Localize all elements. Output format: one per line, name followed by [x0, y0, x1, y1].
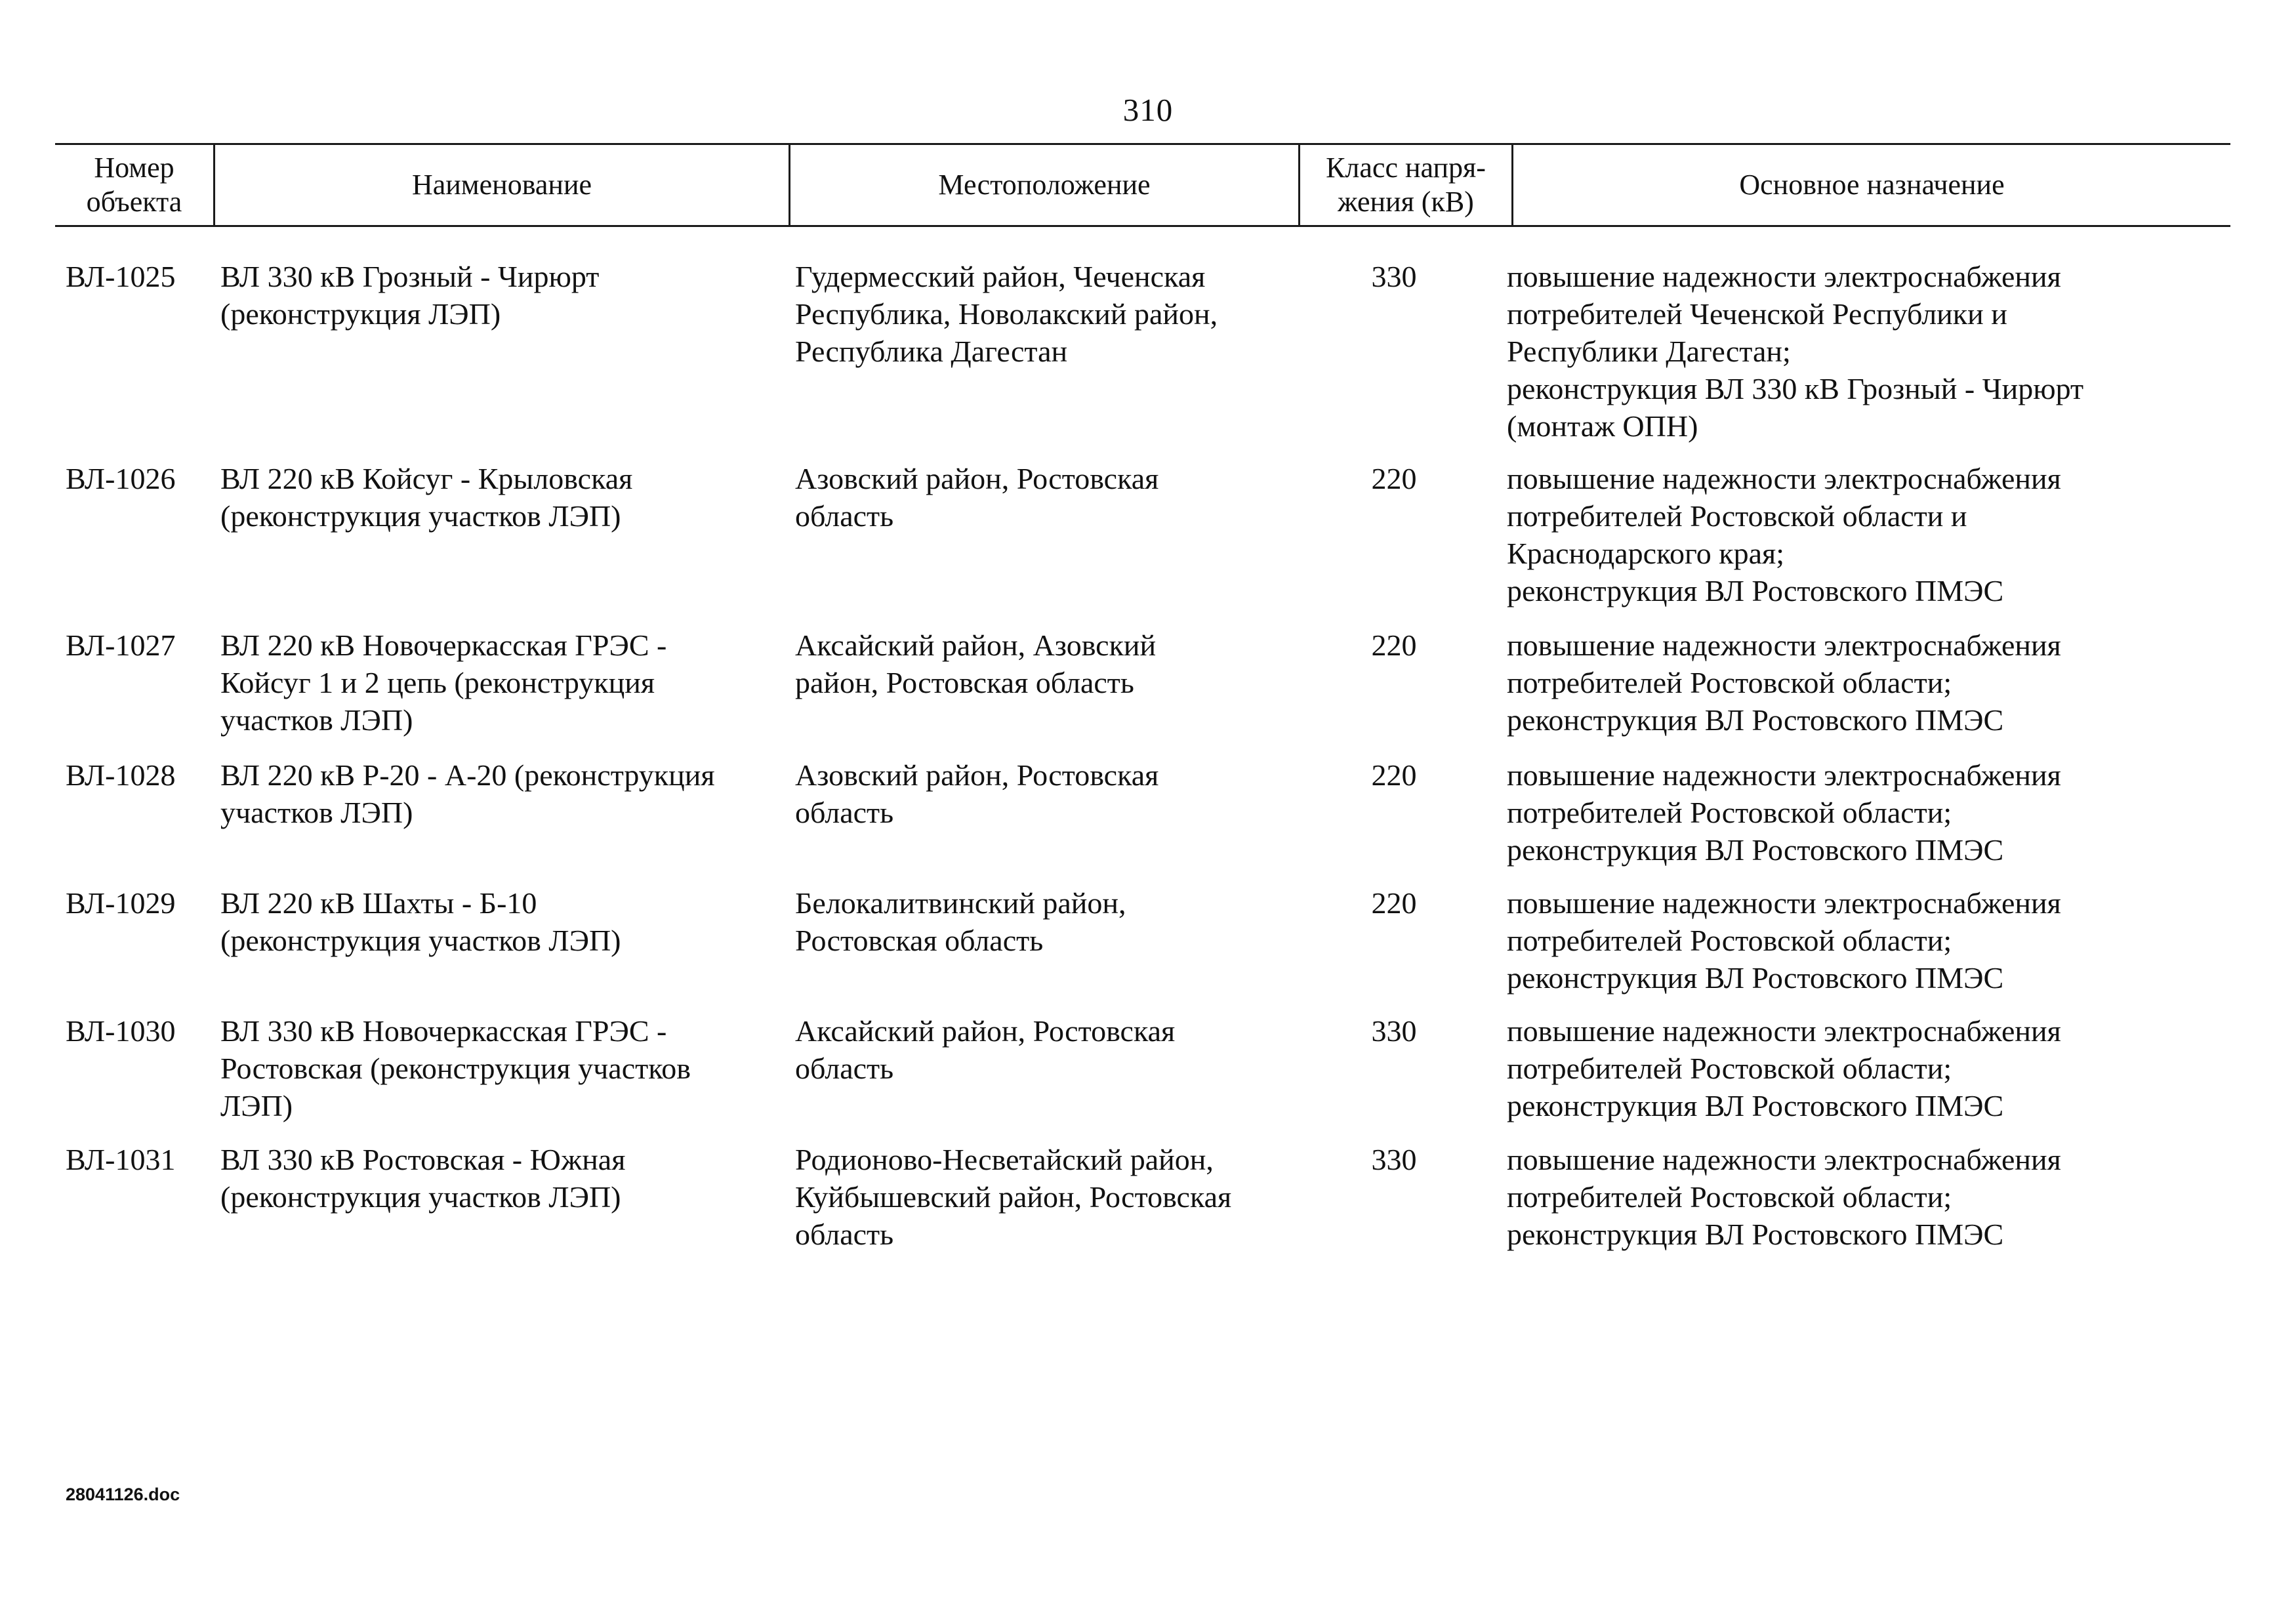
table-header — [55, 143, 2230, 227]
object-number: ВЛ-1028 — [66, 758, 176, 792]
object-voltage: 330 — [1371, 1014, 1417, 1048]
object-voltage: 220 — [1371, 462, 1417, 495]
object-purpose: повышение надежности электроснабжения потребителей Ростовской области; реконструкция ВЛ Ростовского ПМЭС — [1507, 1014, 2061, 1122]
header-name — [215, 145, 790, 225]
object-name: ВЛ 330 кВ Ростовская - Южная (реконструкция участков ЛЭП) — [220, 1143, 626, 1214]
header-object-number — [55, 145, 215, 225]
object-purpose: повышение надежности электроснабжения потребителей Ростовской области; реконструкция ВЛ Ростовского ПМЭС — [1507, 886, 2061, 995]
object-location: Аксайский район, Азовский район, Ростовская область — [795, 628, 1157, 699]
object-location: Гудермесский район, Чеченская Республика, Новолакский район, Республика Дагестан — [795, 260, 1218, 368]
header-object-number-line1: Номер — [94, 152, 174, 184]
page-number: 310 — [1122, 92, 1174, 128]
object-location: Белокалитвинский район, Ростовская область — [795, 886, 1126, 957]
object-location: Родионово-Несветайский район, Куйбышевский район, Ростовская область — [795, 1143, 1232, 1251]
object-voltage: 330 — [1371, 260, 1417, 293]
object-voltage: 330 — [1371, 1143, 1417, 1176]
object-location: Азовский район, Ростовская область — [795, 758, 1159, 829]
header-location-label: Местоположение — [938, 169, 1151, 201]
document-filename: 28041126.doc — [66, 1485, 180, 1504]
object-number: ВЛ-1025 — [66, 260, 176, 293]
object-name: ВЛ 220 кВ Койсуг - Крыловская (реконструкция участков ЛЭП) — [220, 462, 633, 533]
header-purpose-label: Основное назначение — [1739, 169, 2005, 201]
object-name: ВЛ 330 кВ Грозный - Чирюрт (реконструкция ЛЭП) — [220, 260, 600, 331]
object-location: Азовский район, Ростовская область — [795, 462, 1159, 533]
object-purpose: повышение надежности электроснабжения потребителей Ростовской области; реконструкция ВЛ Ростовского ПМЭС — [1507, 1143, 2061, 1251]
header-voltage-class — [1300, 145, 1513, 225]
object-number: ВЛ-1031 — [66, 1143, 176, 1176]
object-name: ВЛ 220 кВ Шахты - Б-10 (реконструкция участков ЛЭП) — [220, 886, 621, 957]
object-voltage: 220 — [1371, 886, 1417, 920]
object-name: ВЛ 220 кВ Р-20 - А-20 (реконструкция участков ЛЭП) — [220, 758, 715, 829]
header-location — [790, 145, 1300, 225]
object-purpose: повышение надежности электроснабжения потребителей Ростовской области; реконструкция ВЛ Ростовского ПМЭС — [1507, 758, 2061, 867]
object-location: Аксайский район, Ростовская область — [795, 1014, 1176, 1085]
object-number: ВЛ-1029 — [66, 886, 176, 920]
header-voltage-line1: Класс напря- — [1326, 152, 1486, 184]
object-name: ВЛ 330 кВ Новочеркасская ГРЭС - Ростовская (реконструкция участков ЛЭП) — [220, 1014, 691, 1122]
object-number: ВЛ-1030 — [66, 1014, 176, 1048]
object-number: ВЛ-1027 — [66, 628, 176, 662]
header-voltage-line2: жения (кВ) — [1338, 186, 1474, 218]
header-object-number-line2: объекта — [86, 186, 182, 218]
object-purpose: повышение надежности электроснабжения потребителей Ростовской области; реконструкция ВЛ Ростовского ПМЭС — [1507, 628, 2061, 737]
header-name-label: Наименование — [411, 169, 592, 201]
header-purpose — [1513, 145, 2230, 225]
object-purpose: повышение надежности электроснабжения потребителей Ростовской области и Краснодарского края; реконструкция ВЛ Ростовского ПМЭС — [1507, 462, 2061, 607]
object-number: ВЛ-1026 — [66, 462, 176, 495]
object-voltage: 220 — [1371, 758, 1417, 792]
object-purpose: повышение надежности электроснабжения потребителей Чеченской Республики и Республики Дагестан; реконструкция ВЛ 330 кВ Грозный - Чирюрт (монтаж ОПН) — [1507, 260, 2084, 443]
object-voltage: 220 — [1371, 628, 1417, 662]
object-name: ВЛ 220 кВ Новочеркасская ГРЭС - Койсуг 1 и 2 цепь (реконструкция участков ЛЭП) — [220, 628, 667, 737]
